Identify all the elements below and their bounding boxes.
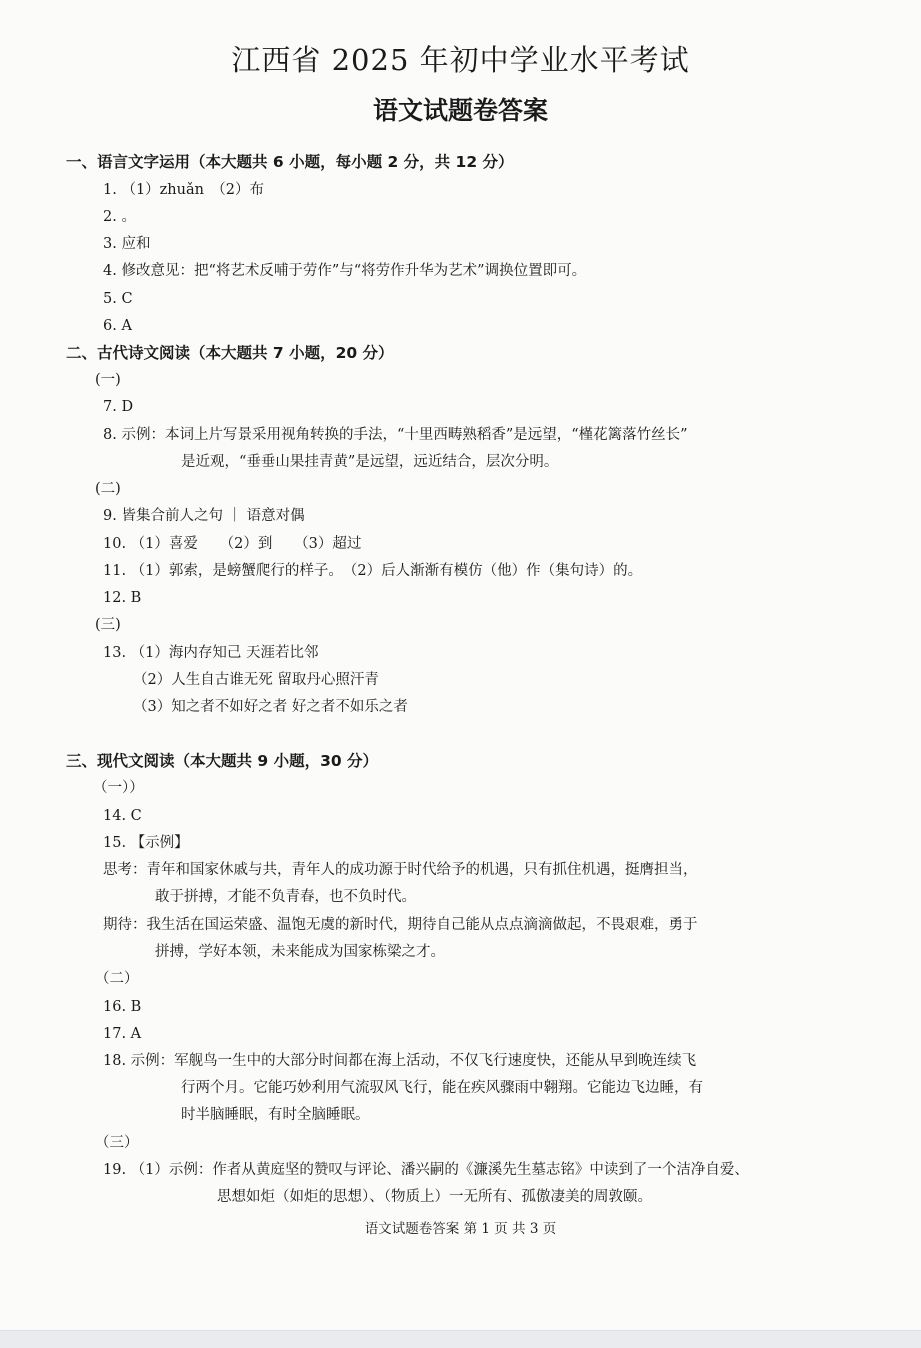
- page-subtitle: 语文试题卷答案: [372, 96, 548, 125]
- answer-q18: 18. 示例：军舰鸟一生中的大部分时间都在海上活动，不仅飞行速度快，还能从早到晚连续飞: [103, 1053, 697, 1069]
- part-label: （一））: [93, 780, 144, 796]
- answer-q17: 17. A: [103, 1026, 142, 1042]
- answer-q15-expect: 期待：我生活在国运荣盛、温饱无虞的新时代，期待自己能从点点滴滴做起，不畏艰难，勇于: [103, 917, 698, 933]
- part-label: （三）: [95, 1135, 139, 1151]
- part-label: (一): [95, 372, 121, 388]
- answer-q8: 8. 示例：本词上片写景采用视角转换的手法，“十里西畴熟稻香”是远望，“槿花篱落竹丝长”: [103, 427, 688, 443]
- answer-q15-think-continued: 敢于拼搏，才能不负青春，也不负时代。: [155, 889, 416, 905]
- answer-q4: 4. 修改意见：把“将艺术反哺于劳作”与“将劳作升华为艺术”调换位置即可。: [103, 263, 587, 279]
- answer-q1: 1. （1）zhuǎn （2）布: [103, 182, 264, 198]
- answer-q15: 15. 【示例】: [103, 835, 189, 851]
- section-1-heading: 一、语言文字运用（本大题共 6 小题，每小题 2 分，共 12 分）: [66, 153, 514, 171]
- answer-q18-continued: 时半脑睡眠，有时全脑睡眠。: [181, 1107, 370, 1123]
- part-label: （二）: [95, 971, 139, 987]
- answer-q16: 16. B: [103, 999, 142, 1015]
- part-label: (二): [95, 481, 121, 497]
- answer-q7: 7. D: [103, 399, 134, 415]
- answer-q14: 14. C: [103, 808, 142, 824]
- viewer-bottom-bar: [0, 1330, 921, 1348]
- answer-q15-think: 思考：青年和国家休戚与共，青年人的成功源于时代给予的机遇，只有抓住机遇，挺膺担当，: [103, 862, 698, 878]
- answer-q18-continued: 行两个月。它能巧妙利用气流驭风飞行，能在疾风骤雨中翱翔。它能边飞边睡，有: [181, 1080, 703, 1096]
- answer-q8-continued: 是近观，“垂垂山果挂青黄”是远望，远近结合，层次分明。: [181, 454, 559, 470]
- answer-q13-1: 13. （1）海内存知己 天涯若比邻: [103, 645, 319, 661]
- answer-q12: 12. B: [103, 590, 142, 606]
- answer-q13-3: （3）知之者不如好之者 好之者不如乐之者: [133, 699, 408, 715]
- answer-q3: 3. 应和: [103, 236, 151, 252]
- part-label: (三): [95, 617, 121, 633]
- section-3-heading: 三、现代文阅读（本大题共 9 小题，30 分）: [66, 752, 379, 770]
- answer-q13-2: （2）人生自古谁无死 留取丹心照汗青: [133, 672, 379, 688]
- answer-q11: 11. （1）郭索，是螃蟹爬行的样子。 （2）后人渐渐有模仿（他）作（集句诗）的。: [103, 563, 643, 579]
- answer-q15-expect-continued: 拼搏，学好本领，未来能成为国家栋梁之才。: [155, 944, 445, 960]
- answer-q2: 2. 。: [103, 209, 136, 225]
- answer-q10: 10. （1）喜爱 （2）到 （3）超过: [103, 536, 362, 552]
- answer-q19-continued: 思想如炬（如炬的思想）、（物质上）一无所有、孤傲凄美的周敦颐。: [217, 1189, 652, 1205]
- page-title: 江西省 2025 年初中学业水平考试: [231, 43, 690, 77]
- answer-q9: 9. 皆集合前人之句 ｜ 语意对偶: [103, 508, 305, 524]
- answer-q19: 19. （1）示例：作者从黄庭坚的赞叹与评论、潘兴嗣的《濂溪先生墓志铭》中读到了一个洁净自爱、: [103, 1162, 749, 1178]
- answer-q6: 6. A: [103, 318, 132, 334]
- answer-q5: 5. C: [103, 291, 133, 307]
- section-2-heading: 二、古代诗文阅读（本大题共 7 小题，20 分）: [66, 344, 394, 362]
- page-footer: 语文试题卷答案 第 1 页 共 3 页: [364, 1221, 557, 1237]
